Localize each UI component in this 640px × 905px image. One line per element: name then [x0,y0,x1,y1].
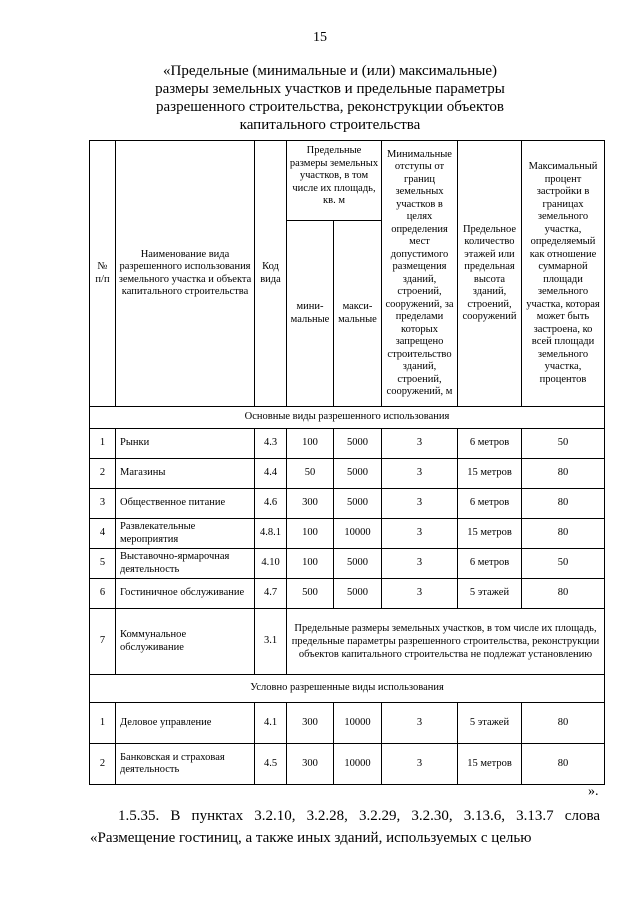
cell-coverage: 80 [522,519,605,549]
cell-name: Деловое управление [116,703,255,744]
cell-code: 4.1 [255,703,287,744]
cell-code: 4.8.1 [255,519,287,549]
cell-setback: 3 [382,429,458,459]
cell-num: 2 [90,459,116,489]
table-row [90,744,605,785]
cell-coverage: 50 [522,429,605,459]
cell-name: Развлекательные мероприятия [116,519,255,549]
cell-setback: 3 [382,744,458,785]
cell-floors: 6 метров [458,489,522,519]
table-row [90,429,605,459]
cell-max: 5000 [334,579,382,609]
cell-min: 300 [287,744,334,785]
cell-setback: 3 [382,459,458,489]
section-row [90,675,605,703]
cell-num: 7 [90,609,116,675]
header-setback: Минимальные отступы от границ земельных участков в целях определения мест допустимого размещения зданий, строений, сооружений, за пределами которых запрещено строительство зданий, строений, сооружений, м [382,141,458,407]
cell-num: 3 [90,489,116,519]
cell-code: 4.3 [255,429,287,459]
cell-code: 4.6 [255,489,287,519]
header-area-group: Предельные размеры земельных участков, в том числе их площадь, кв. м [287,141,382,221]
cell-name: Банковская и страховая деятельность [116,744,255,785]
header-floors: Предельное количество этажей или предельная высота зданий, строений, сооружений [458,141,522,407]
cell-name: Рынки [116,429,255,459]
cell-code: 4.10 [255,549,287,579]
cell-max: 5000 [334,429,382,459]
cell-max: 5000 [334,489,382,519]
table-row [90,579,605,609]
cell-code: 4.5 [255,744,287,785]
cell-setback: 3 [382,579,458,609]
cell-num: 4 [90,519,116,549]
cell-max: 10000 [334,519,382,549]
table-title: «Предельные (минимальные и (или) максимальные) размеры земельных участков и предельные параметры разрешенного строительства, реконструкции объектов капитального строительства [155,63,505,133]
cell-floors: 5 этажей [458,703,522,744]
cell-min: 100 [287,429,334,459]
cell-coverage: 80 [522,579,605,609]
cell-num: 6 [90,579,116,609]
cell-floors: 6 метров [458,549,522,579]
header-min: мини-мальные [287,221,334,407]
cell-code: 4.4 [255,459,287,489]
cell-name: Коммунальное обслуживание [116,609,255,675]
cell-min: 100 [287,519,334,549]
body-paragraph: 1.5.35. В пунктах 3.2.10, 3.2.28, 3.2.29, 3.2.30, 3.13.6, 3.13.7 слова «Размещение гостиниц, а также иных зданий, используемых с целью [90,808,600,846]
table-row [90,549,605,579]
cell-floors: 15 метров [458,459,522,489]
cell-coverage: 80 [522,744,605,785]
page-number: 15 [313,30,327,45]
cell-min: 500 [287,579,334,609]
cell-min: 100 [287,549,334,579]
cell-name: Магазины [116,459,255,489]
table-row [90,519,605,549]
header-row [90,141,605,221]
cell-setback: 3 [382,549,458,579]
section-conditional-title: Условно разрешенные виды использования [90,675,605,703]
table-row [90,703,605,744]
cell-min: 50 [287,459,334,489]
header-num: № п/п [90,141,116,407]
cell-num: 5 [90,549,116,579]
header-code: Код вида [255,141,287,407]
cell-setback: 3 [382,489,458,519]
cell-floors: 6 метров [458,429,522,459]
cell-max: 5000 [334,459,382,489]
cell-floors: 5 этажей [458,579,522,609]
cell-coverage: 80 [522,459,605,489]
table-row [90,489,605,519]
header-name: Наименование вида разрешенного использования земельного участка и объекта капитального строительства [116,141,255,407]
section-row [90,407,605,429]
table-row [90,609,605,675]
header-max: макси-мальные [334,221,382,407]
cell-max: 5000 [334,549,382,579]
cell-setback: 3 [382,703,458,744]
cell-code: 3.1 [255,609,287,675]
cell-floors: 15 метров [458,744,522,785]
cell-num: 1 [90,703,116,744]
cell-num: 1 [90,429,116,459]
cell-coverage: 80 [522,703,605,744]
cell-name: Выставочно-ярмарочная деятельность [116,549,255,579]
cell-code: 4.7 [255,579,287,609]
cell-min: 300 [287,489,334,519]
cell-note: Предельные размеры земельных участков, в том числе их площадь, предельные параметры разрешенного строительства, реконструкции объектов капитального строительства не подлежат установлению [287,609,605,675]
cell-max: 10000 [334,744,382,785]
closing-quote: ». [588,784,599,799]
cell-setback: 3 [382,519,458,549]
parameters-table [89,140,605,785]
table-row [90,459,605,489]
cell-num: 2 [90,744,116,785]
header-coverage: Максимальный процент застройки в границах земельного участка, определяемый как отношение суммарной площади земельного участка, которая может быть застроена, ко всей площади земельного участка, процентов [522,141,605,407]
cell-coverage: 50 [522,549,605,579]
cell-min: 300 [287,703,334,744]
cell-coverage: 80 [522,489,605,519]
cell-name: Общественное питание [116,489,255,519]
cell-max: 10000 [334,703,382,744]
section-main-title: Основные виды разрешенного использования [90,407,605,429]
cell-floors: 15 метров [458,519,522,549]
cell-name: Гостиничное обслуживание [116,579,255,609]
